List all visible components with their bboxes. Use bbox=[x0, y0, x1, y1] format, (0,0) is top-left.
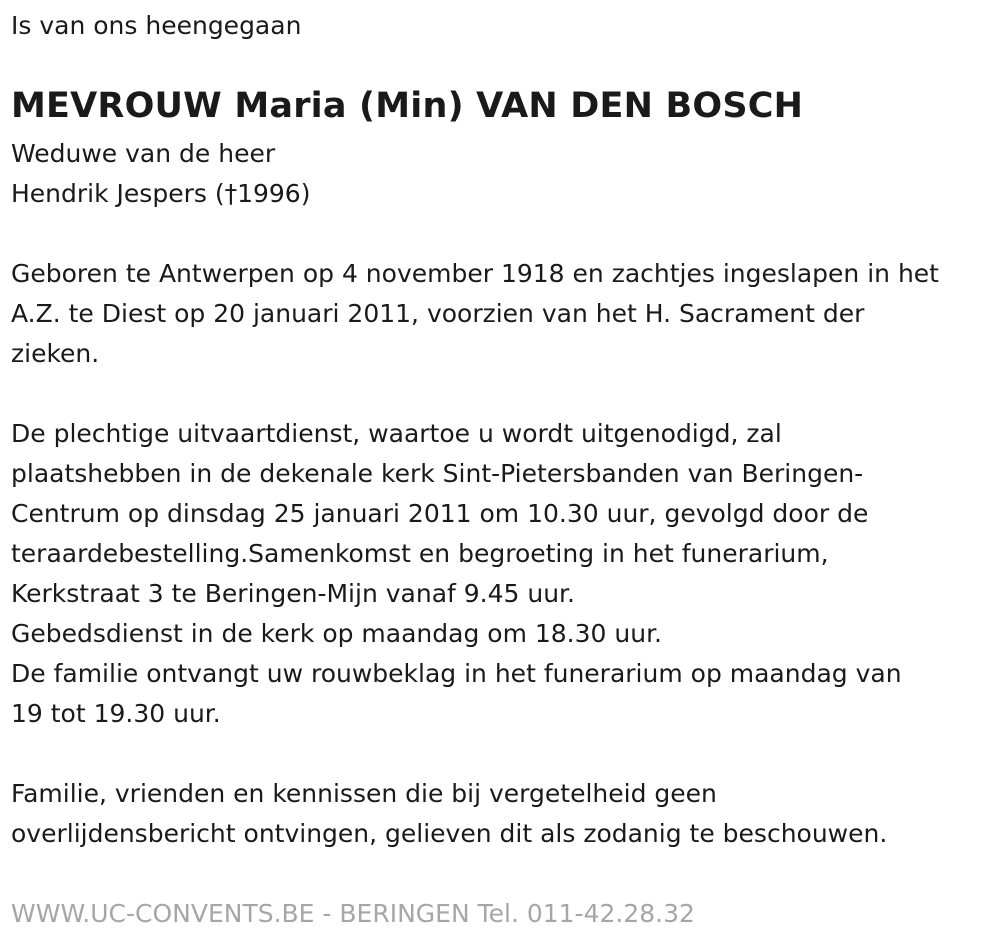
paragraph-line: Geboren te Antwerpen op 4 november 1918 en zachtjes ingeslapen in het bbox=[11, 259, 939, 288]
paragraph-line: plaatshebben in de dekenale kerk Sint-Pietersbanden van Beringen- bbox=[11, 459, 864, 488]
paragraph-line: zieken. bbox=[11, 339, 100, 368]
deceased-name: MEVROUW Maria (Min) VAN DEN BOSCH bbox=[11, 86, 804, 126]
paragraph-line: teraardebestelling.Samenkomst en begroeting in het funerarium, bbox=[11, 539, 829, 568]
paragraph-line: overlijdensbericht ontvingen, gelieven dit als zodanig te beschouwen. bbox=[11, 819, 888, 848]
family-notice-paragraph bbox=[11, 774, 887, 854]
paragraph-line: De familie ontvangt uw rouwbeklag in het funerarium op maandag van bbox=[11, 659, 902, 688]
paragraph-line: Centrum op dinsdag 25 januari 2011 om 10.30 uur, gevolgd door de bbox=[11, 499, 869, 528]
husband-name: Hendrik Jespers ( bbox=[11, 179, 225, 208]
paragraph-line: A.Z. te Diest op 20 januari 2011, voorzien van het H. Sacrament der bbox=[11, 299, 865, 328]
paragraph-line: 19 tot 19.30 uur. bbox=[11, 699, 221, 728]
cross-icon: † bbox=[224, 179, 238, 208]
husband-line bbox=[11, 174, 310, 214]
husband-death-year: 1996) bbox=[237, 179, 311, 208]
intro-text: Is van ons heengegaan bbox=[11, 11, 302, 40]
paragraph-line: Gebedsdienst in de kerk op maandag om 18.30 uur. bbox=[11, 619, 663, 648]
paragraph-line: Familie, vrienden en kennissen die bij vergetelheid geen bbox=[11, 779, 717, 808]
funeral-service-paragraph bbox=[11, 414, 902, 734]
paragraph-line: De plechtige uitvaartdienst, waartoe u wordt uitgenodigd, zal bbox=[11, 419, 782, 448]
widow-line: Weduwe van de heer bbox=[11, 139, 276, 168]
paragraph-line: Kerkstraat 3 te Beringen-Mijn vanaf 9.45 uur. bbox=[11, 579, 575, 608]
birth-death-paragraph bbox=[11, 254, 939, 374]
widow-info bbox=[11, 134, 310, 214]
footer-contact: WWW.UC-CONVENTS.BE - BERINGEN Tel. 011-42.28.32 bbox=[11, 899, 695, 928]
